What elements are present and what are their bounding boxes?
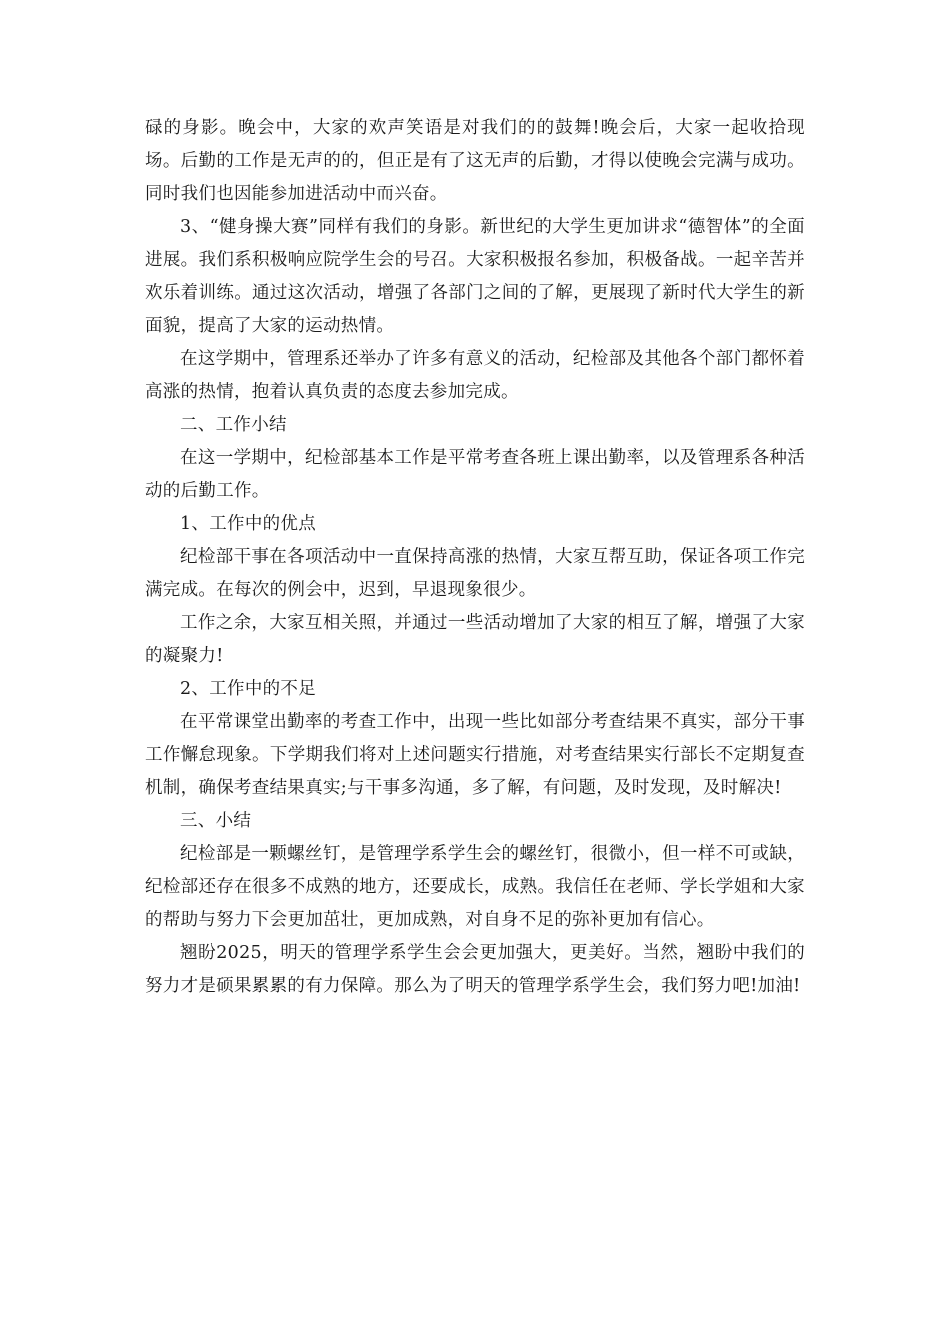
paragraph-outlook: 翘盼2025，明天的管理学系学生会会更加强大，更美好。当然，翘盼中我们的努力才是硕果累累的有力保障。那么为了明天的管理学系学生会，我们努力吧!加油! bbox=[145, 943, 805, 996]
section-heading-conclusion: 三、小结 bbox=[180, 811, 252, 831]
paragraph-teamwork: 工作之余，大家互相关照，并通过一些活动增加了大家的相互了解，增强了大家的凝聚力! bbox=[145, 613, 805, 666]
paragraph-continuation: 碌的身影。晚会中，大家的欢声笑语是对我们的的鼓舞!晚会后，大家一起收拾现场。后勤的工作是无声的的，但正是有了这无声的后勤，才得以使晚会完满与成功。同时我们也因能参加进活动中而兴奋。 bbox=[145, 118, 805, 204]
subheading-weaknesses: 2、工作中的不足 bbox=[180, 679, 317, 699]
paragraph-fitness-contest: 3、“健身操大赛”同样有我们的身影。新世纪的大学生更加讲求“德智体”的全面进展。我们系积极响应院学生会的号召。大家积极报名参加，积极备战。一起辛苦并欢乐着训练。通过这次活动，增强了各部门之间的了解，更展现了新时代大学生的新面貌，提高了大家的运动热情。 bbox=[145, 217, 805, 336]
paragraph-weaknesses: 在平常课堂出勤率的考查工作中，出现一些比如部分考查结果不真实，部分干事工作懈怠现象。下学期我们将对上述问题实行措施，对考查结果实行部长不定期复查机制，确保考查结果真实;与干事多沟通，多了解，有问题，及时发现，及时解决! bbox=[145, 712, 805, 798]
section-heading-work-summary: 二、工作小结 bbox=[180, 415, 287, 435]
paragraph-conclusion: 纪检部是一颗螺丝钉，是管理学系学生会的螺丝钉，很微小，但一样不可或缺，纪检部还存在很多不成熟的地方，还要成长，成熟。我信任在老师、学长学姐和大家的帮助与努力下会更加茁壮，更加成熟，对自身不足的弥补更加有信心。 bbox=[145, 844, 805, 930]
subheading-strengths: 1、工作中的优点 bbox=[180, 514, 317, 534]
paragraph-strengths: 纪检部干事在各项活动中一直保持高涨的热情，大家互帮互助，保证各项工作完满完成。在每次的例会中，迟到，早退现象很少。 bbox=[145, 547, 805, 600]
document-page bbox=[145, 112, 805, 1003]
paragraph-semester-activities: 在这学期中，管理系还举办了许多有意义的活动，纪检部及其他各个部门都怀着高涨的热情，抱着认真负责的态度去参加完成。 bbox=[145, 349, 805, 402]
paragraph-basic-work: 在这一学期中，纪检部基本工作是平常考查各班上课出勤率，以及管理系各种活动的后勤工作。 bbox=[145, 448, 805, 501]
